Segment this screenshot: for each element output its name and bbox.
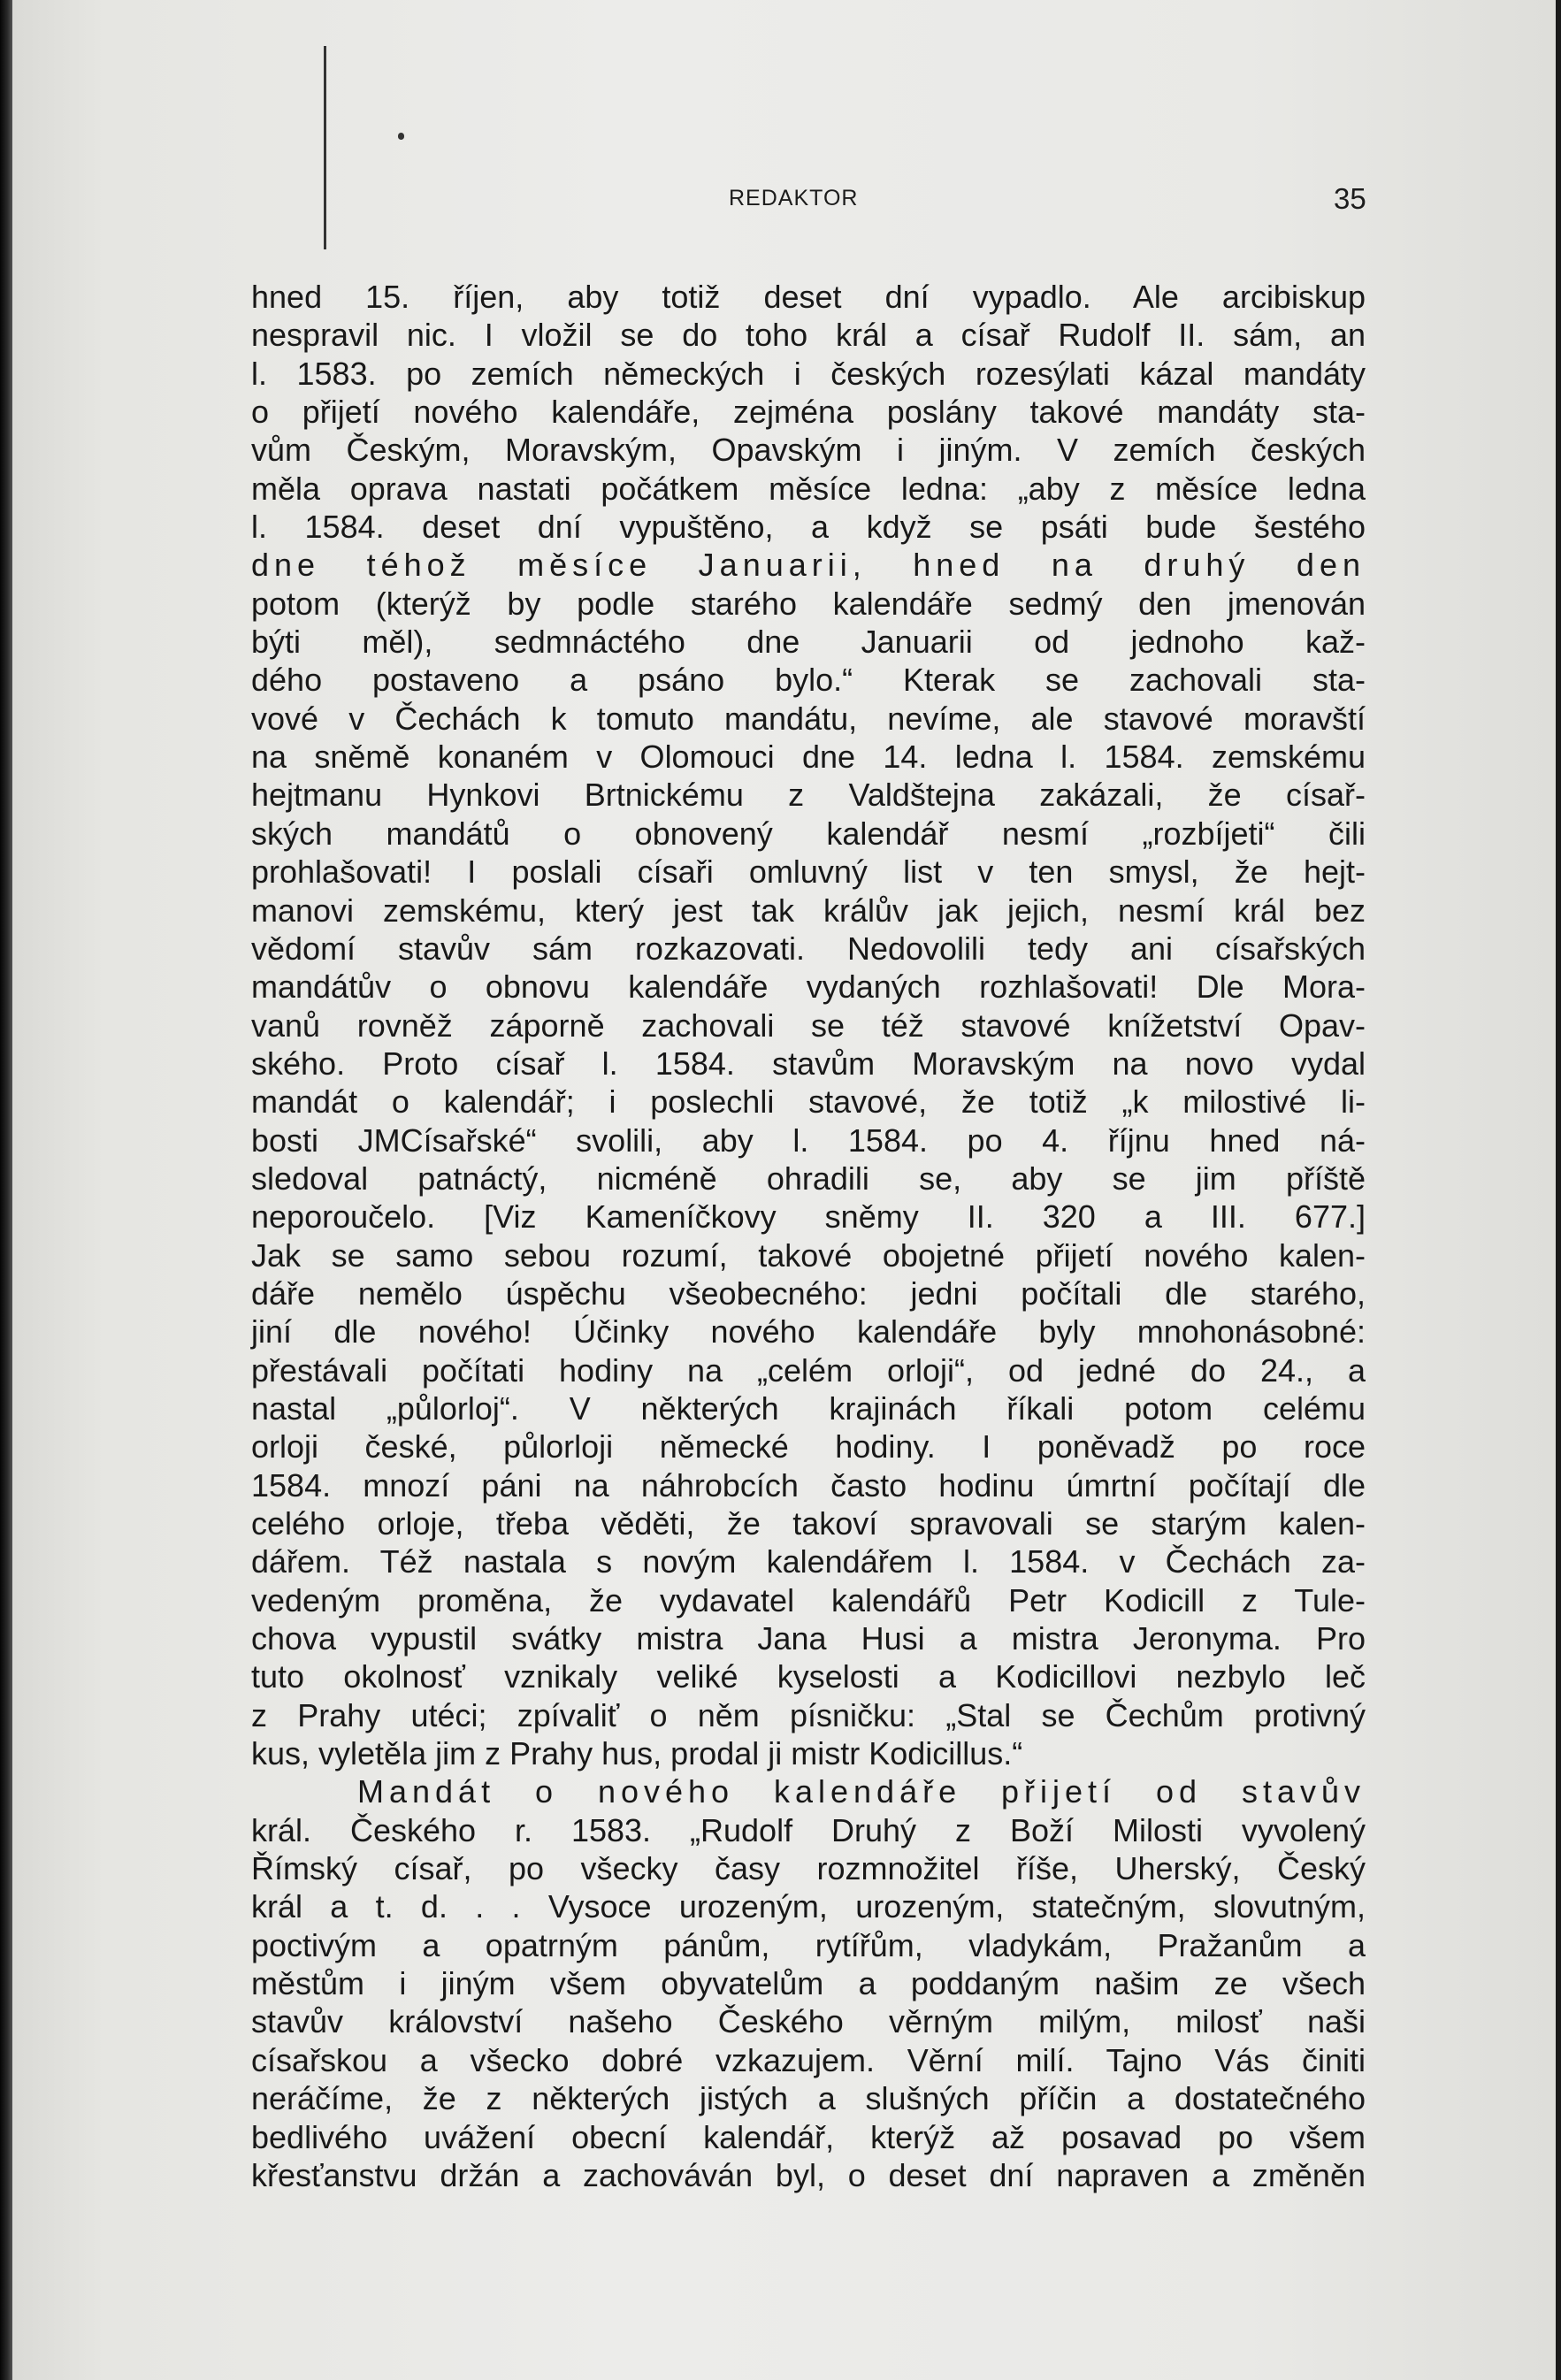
- text-line: poctivým a opatrným pánům, rytířům, vladykám, Pražanům a: [251, 1926, 1366, 1963]
- text-line: potom (kterýž by podle starého kalendáře sedmý den jmenován: [251, 585, 1366, 622]
- text-line: bedlivého uvážení obecní kalendář, kterýž až posavad po všem: [251, 2118, 1366, 2155]
- text-line: král a t. d. . . Vysoce urozeným, urozeným, statečným, slovutným,: [251, 1888, 1366, 1925]
- text-line: l. 1583. po zemích německých i českých rozesýlati kázal mandáty: [251, 355, 1366, 392]
- text-line: chova vypustil svátky mistra Jana Husi a mistra Jeronyma. Pro: [251, 1620, 1366, 1657]
- scan-left-edge: [0, 0, 12, 2380]
- text-line: vědomí stavův sám rozkazovati. Nedovolili tedy ani císařských: [251, 930, 1366, 967]
- text-line: vům Českým, Moravským, Opavským i jiným. V zemích českých: [251, 432, 1366, 469]
- text-line: neráčíme, že z některých jistých a slušných příčin a dostatečného: [251, 2080, 1366, 2117]
- text-line: přestávali počítati hodiny na „celém orloji“, od jedné do 24., a: [251, 1351, 1366, 1389]
- page-number: 35: [1334, 182, 1366, 215]
- text-line: mandát o kalendář; i poslechli stavové, že totiž „k milostivé li-: [251, 1083, 1366, 1121]
- text-line: nastal „půlorloj“. V některých krajinách říkali potom celému: [251, 1389, 1366, 1427]
- text-line: býti měl), sedmnáctého dne Januarii od jednoho kaž-: [251, 624, 1366, 661]
- text-line: na sněmě konaném v Olomouci dne 14. ledna l. 1584. zemskému: [251, 738, 1366, 776]
- section-heading-line: Mandát o nového kalendáře přijetí od stavův: [357, 1773, 1366, 1810]
- text-line: orloji české, půlorloji německé hodiny. I poněvadž po roce: [251, 1428, 1366, 1465]
- text-line: vanů rovněž záporně zachovali se též stavové knížetství Opav-: [251, 1006, 1366, 1044]
- text-line: hned 15. říjen, aby totiž deset dní vypadlo. Ale arcibiskup: [251, 279, 1366, 315]
- text-line: dáře nemělo úspěchu všeobecného: jedni počítali dle starého,: [251, 1274, 1366, 1312]
- text-line: dne téhož měsíce Januarii, hned na druhý den: [251, 547, 1366, 584]
- text-line: mandátův o obnovu kalendáře vydaných rozhlašovati! Dle Mora-: [251, 968, 1366, 1006]
- text-line: vové v Čechách k tomuto mandátu, nevíme, ale stavové moravští: [251, 700, 1366, 737]
- text-line: ských mandátů o obnovený kalendář nesmí „rozbíjeti“ čili: [251, 815, 1366, 852]
- text-line: o přijetí nového kalendáře, zejména poslány takové mandáty sta-: [251, 394, 1366, 431]
- text-line: Jak se samo sebou rozumí, takové obojetné přijetí nového kalen-: [251, 1236, 1366, 1274]
- text-line: Římský císař, po všecky časy rozmnožitel říše, Uherský, Český: [251, 1850, 1366, 1887]
- text-line: manovi zemskému, který jest tak králův jak jejich, nesmí král bez: [251, 892, 1366, 929]
- text-line: městům i jiným všem obyvatelům a poddaným našim ze všech: [251, 1965, 1366, 2002]
- text-line: l. 1584. deset dní vypuštěno, a když se psáti bude šestého: [251, 509, 1366, 546]
- body-text: [251, 278, 1366, 2194]
- text-line: dářem. Též nastala s novým kalendářem l. 1584. v Čechách za-: [251, 1543, 1366, 1580]
- text-line: ského. Proto císař l. 1584. stavům Moravským na novo vydal: [251, 1045, 1366, 1082]
- scan-artifact-dot: [398, 133, 404, 140]
- text-line: neporoučelo. [Viz Kameníčkovy sněmy II. 320 a III. 677.]: [251, 1198, 1366, 1236]
- text-line: dého postaveno a psáno bylo.“ Kterak se zachovali sta-: [251, 662, 1366, 699]
- book-page: [12, 0, 1556, 2380]
- text-line: tuto okolnosť vznikaly veliké kyselosti a Kodicillovi nezbylo leč: [251, 1658, 1366, 1695]
- text-line: jiní dle nového! Účinky nového kalendáře byly mnohonásobné:: [251, 1313, 1366, 1351]
- text-line: celého orloje, třeba věděti, že takoví spravovali se starým kalen-: [251, 1505, 1366, 1542]
- text-line: bosti JMCísařské“ svolili, aby l. 1584. po 4. říjnu hned ná-: [251, 1121, 1366, 1159]
- text-line: nespravil nic. I vložil se do toho král a císař Rudolf II. sám, an: [251, 317, 1366, 354]
- text-line: císařskou a všecko dobré vzkazujem. Věrní milí. Tajno Vás činiti: [251, 2041, 1366, 2078]
- text-line: vedeným proměna, že vydavatel kalendářů Petr Kodicill z Tule-: [251, 1581, 1366, 1619]
- text-line: prohlašovati! I poslali císaři omluvný list v ten smysl, že hejt-: [251, 853, 1366, 891]
- text-line: 1584. mnozí páni na náhrobcích často hodinu úmrtní počítají dle: [251, 1466, 1366, 1504]
- text-line: král. Českého r. 1583. „Rudolf Druhý z Boží Milosti vyvolený: [251, 1811, 1366, 1848]
- text-line: stavův království našeho Českého věrným milým, milosť naši: [251, 2003, 1366, 2040]
- text-line: hejtmanu Hynkovi Brtnickému z Valdštejna zakázali, že císař-: [251, 777, 1366, 814]
- scan-artifact-line: [324, 46, 326, 249]
- text-line: z Prahy utéci; zpívaliť o něm písničku: „Stal se Čechům protivný: [251, 1696, 1366, 1733]
- running-title: REDAKTOR: [729, 186, 859, 210]
- text-line: sledoval patnáctý, nicméně ohradili se, aby se jim příště: [251, 1159, 1366, 1197]
- text-line: kus, vyletěla jim z Prahy hus, prodal ji mistr Kodicillus.“: [251, 1735, 1023, 1772]
- text-line: měla oprava nastati počátkem měsíce ledna: „aby z měsíce ledna: [251, 470, 1366, 507]
- text-line: křesťanstvu držán a zachováván byl, o deset dní napraven a změněn: [251, 2156, 1366, 2193]
